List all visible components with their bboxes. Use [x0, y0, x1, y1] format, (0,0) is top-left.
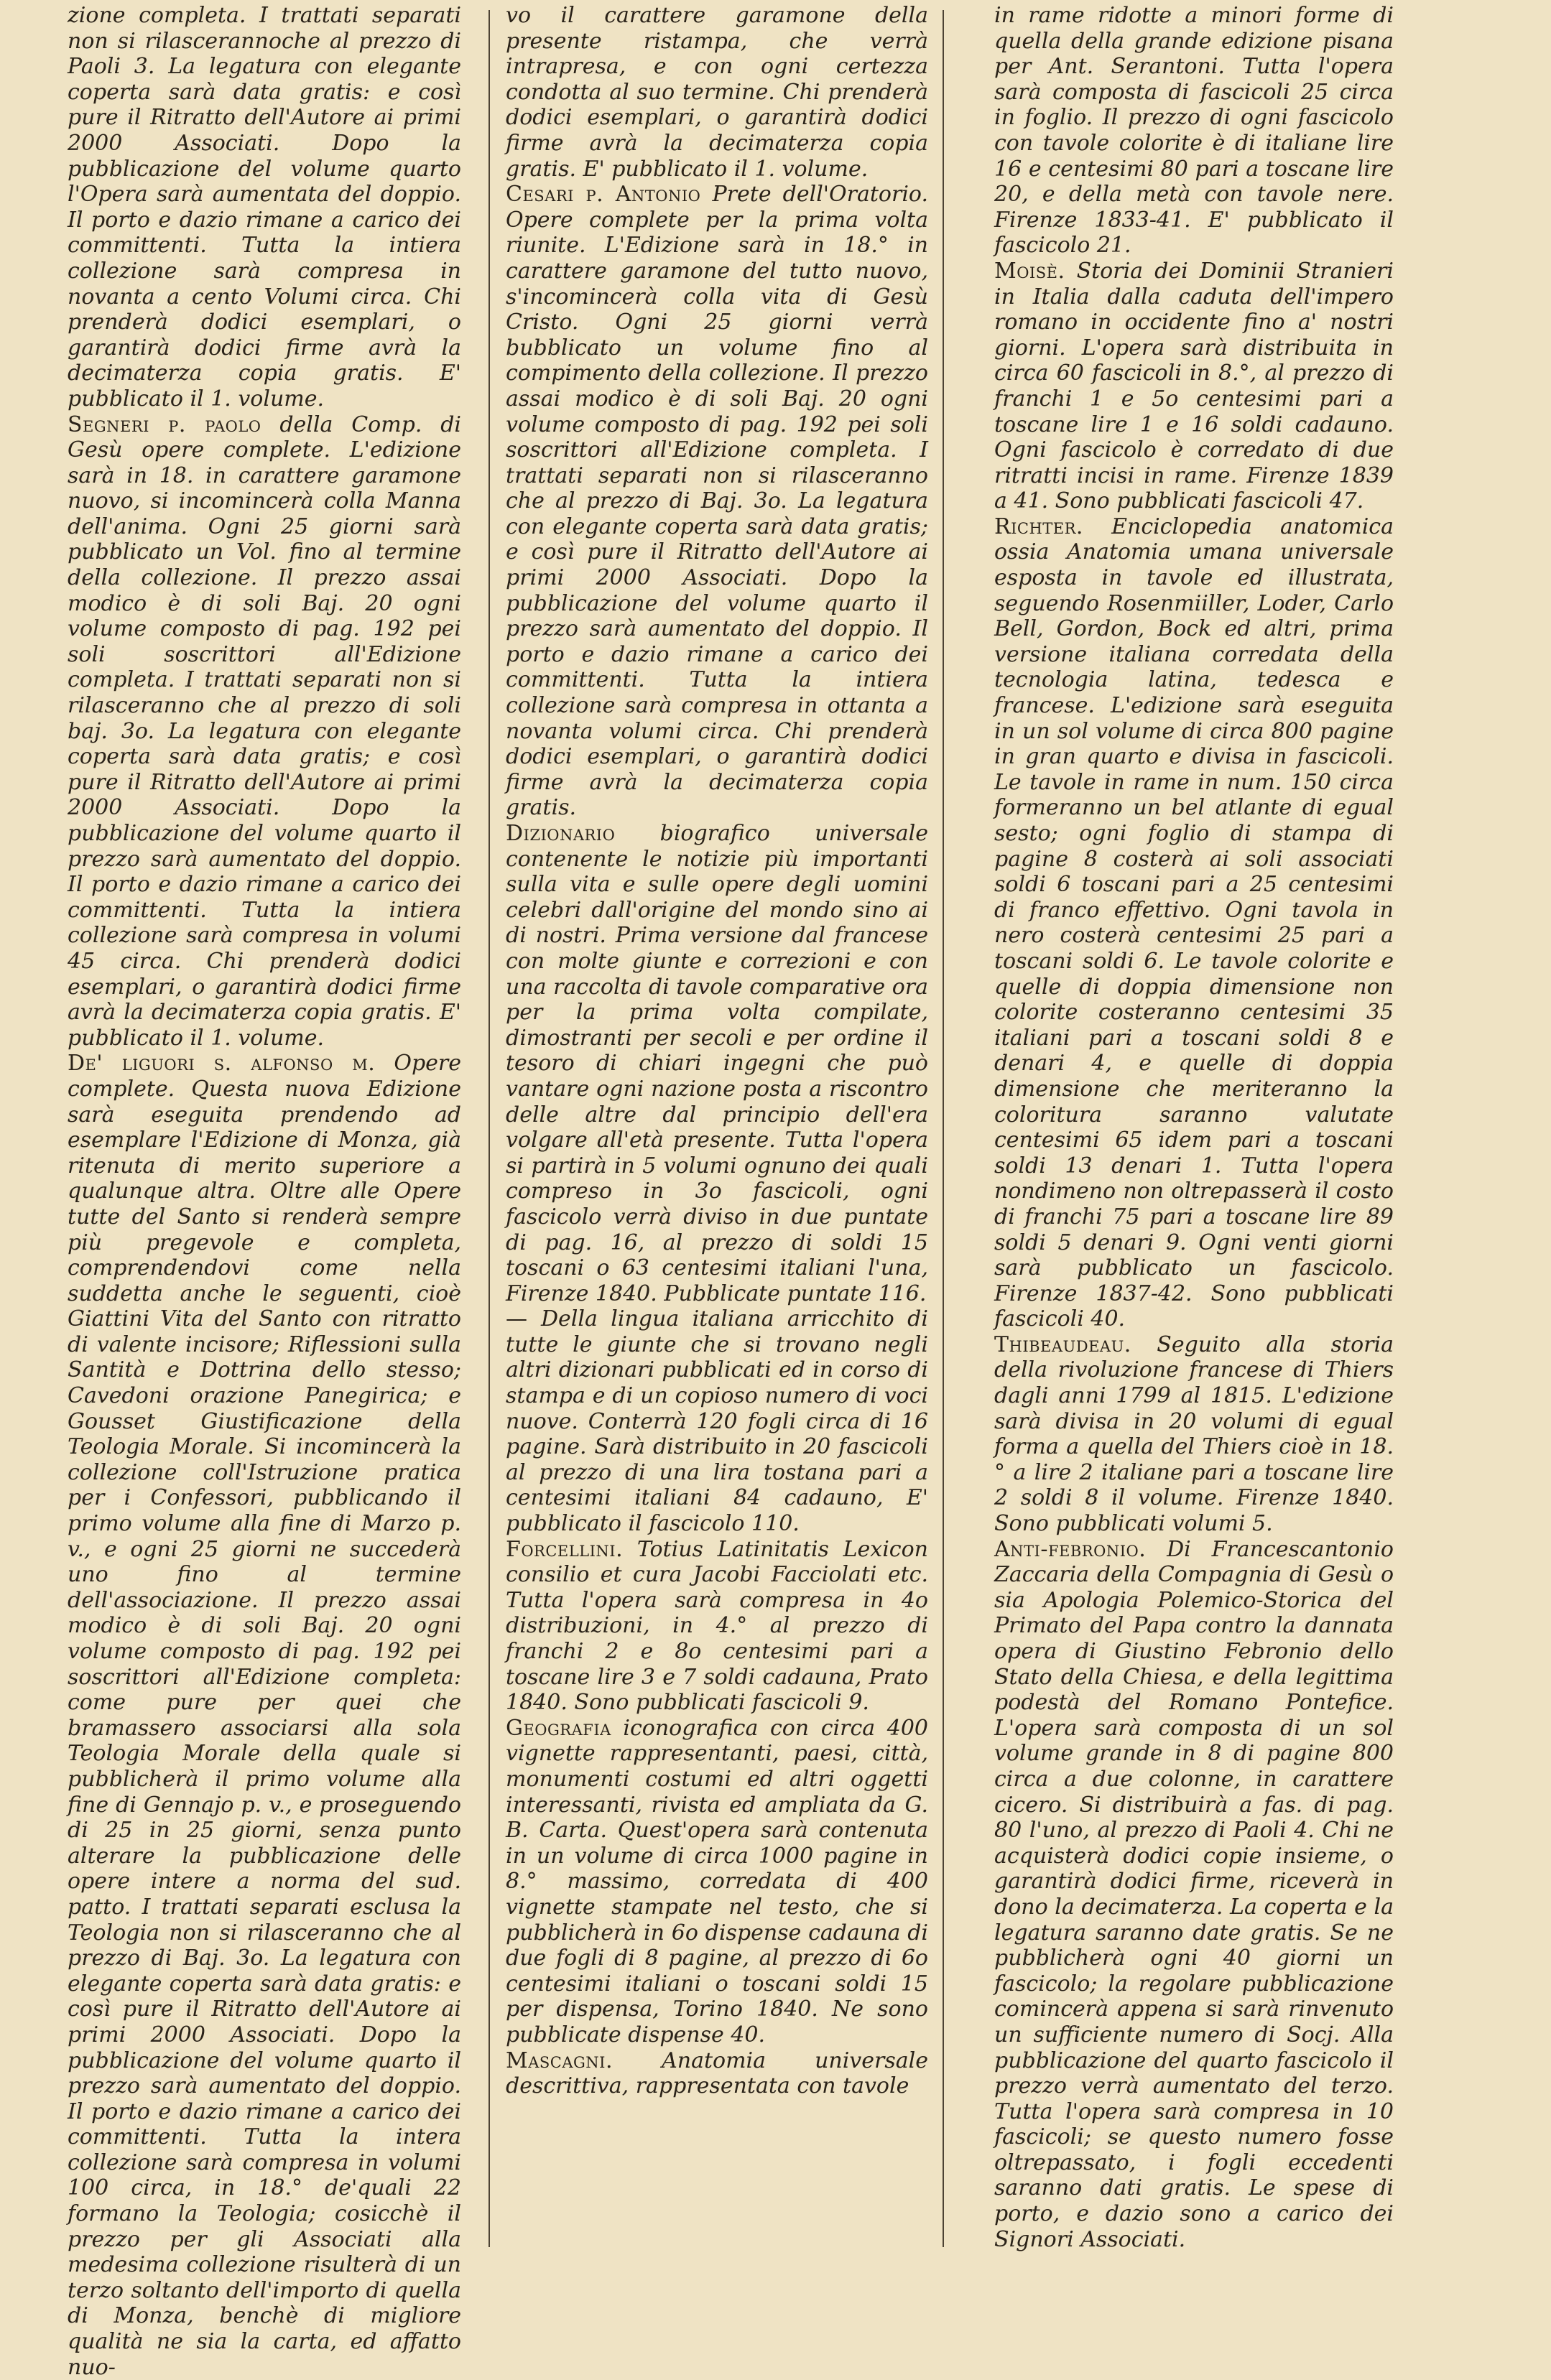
text-column-middle	[506, 3, 928, 2254]
entry-text: Prete dell'Oratorio. Opere complete per la prima volta riunite. L'Edizione sarà in 18.° in carattere garamone del tutto nuovo, s'incomincerà colla vita di Gesù Cristo. Ogni 25 giorni verrà bubblicato un volume fino al compimento della collezione. Il prezzo assai modico è di soli Baj. 20 ogni volume composto di pag. 192 pei soli soscrittori all'Edizione completa. I trattati separati non si rilasceranno che al prezzo di Baj. 3o. La legatura con elegante coperta sarà data gratis; e così pure il Ritratto dell'Autore ai primi 2000 Associati. Dopo la pubblicazione del volume quarto il prezzo sarà aumentato del doppio. Il porto e dazio rimane a carico dei committenti. Tutta la intiera collezione sarà compresa in ottanta a novanta volumi circa. Chi prenderà dodici esemplari, o garantirà dodici firme avrà la decimaterza copia gratis.	[506, 182, 928, 821]
entry-continuation	[506, 3, 928, 182]
text-column-left	[68, 3, 462, 2380]
column-rule	[489, 10, 490, 2247]
entry-heading: De' liguori s. alfonso m.	[68, 1051, 376, 1077]
entry-text: Opere complete. Questa nuova Edizione sarà eseguita prendendo ad esemplare l'Edizione di Monza, già ritenuta di merito superiore a qualunque altra. Oltre alle Opere tutte del Santo si renderà sempre più pregevole e completa, comprendendovi come nella suddetta anche le seguenti, cioè Giattini Vita del Santo con ritratto di valente incisore; Riflessioni sulla Santità e Dottrina dello stesso; Cavedoni orazione Panegirica; e Gousset Giustificazione della Teologia Morale. Si incomincerà la collezione coll'Istruzione pratica per i Confessori, pubblicando il primo volume alla fine di Marzo p. v., e ogni 25 giorni ne succederà uno fino al termine dell'associazione. Il prezzo assai modico è di soli Baj. 20 ogni volume composto di pag. 192 pei soscrittori all'Edizione completa: come pure per quei che bramassero associarsi alla sola Teologia Morale della quale si pubblicherà il primo volume alla fine di Gennajo p. v., e proseguendo di 25 in 25 giorni, senza punto alterare la pubblicazione delle opere intere a norma del sud. patto. I trattati separati esclusa la Teologia non si rilasceranno che al prezzo di Baj. 3o. La legatura con elegante coperta sarà data gratis: e così pure il Ritratto dell'Autore ai primi 2000 Associati. Dopo la pubblicazione del volume quarto il prezzo sarà aumentato del doppio. Il porto e dazio rimane a carico dei committenti. Tutta la intera collezione sarà compresa in volumi 100 circa, in 18.° de'quali 22 formano la Teologia; cosicchè il prezzo per gli Associati alla medesima collezione risulterà di un terzo soltanto dell'importo di quella di Monza, benchè di migliore qualità ne sia la carta, ed affatto nuo-	[68, 1051, 461, 2380]
entry-forcellini	[506, 1537, 928, 1716]
entry-text: Seguito alla storia della rivoluzione francese di Thiers dagli anni 1799 al 1815. L'edizione sarà divisa in 20 volumi di egual forma a quella del Thiers cioè in 18.° a lire 2 italiane pari a toscane lire 2 soldi 8 il volume. Firenze 1840. Sono pubblicati volumi 5.	[994, 1331, 1394, 1537]
entry-text: della Comp. di Gesù opere complete. L'edizione sarà in 18. in carattere garamone nuovo, si incomincerà colla Manna dell'anima. Ogni 25 giorni sarà pubblicato un Vol. fino al termine della collezione. Il prezzo assai modico è di soli Baj. 20 ogni volume composto di pag. 192 pei soli soscrittori all'Edizione completa. I trattati separati non si rilasceranno che al prezzo di soli baj. 3o. La legatura con elegante coperta sarà data gratis; e così pure il Ritratto dell'Autore ai primi 2000 Associati. Dopo la pubblicazione del volume quarto il prezzo sarà aumentato del doppio. Il porto e dazio rimane a carico dei committenti. Tutta la intiera collezione sarà compresa in volumi 45 circa. Chi prenderà dodici esemplari, o garantirà dodici firme avrà la decimaterza copia gratis. E' pubblicato il 1. volume.	[68, 412, 462, 1051]
entry-moise	[994, 259, 1394, 514]
entry-cesari	[506, 182, 928, 821]
entry-dizionario-lingua	[506, 1306, 928, 1536]
entry-text: Totius Latinitatis Lexicon consilio et cura Jacobi Facciolati etc. Tutta l'opera sarà compresa in 4o distribuzioni, in 4.° al prezzo di franchi 2 e 8o centesimi pari a toscane lire 3 e 7 soldi cadauna, Prato 1840. Sono pubblicati fascicoli 9.	[506, 1536, 928, 1716]
entry-heading: —	[506, 1306, 528, 1332]
entry-heading: Thibeaudeau.	[994, 1331, 1131, 1357]
entry-dizionario	[506, 821, 928, 1306]
entry-heading: Geografia	[506, 1715, 611, 1741]
column-rule	[943, 10, 944, 2247]
entry-mascagni	[506, 2048, 928, 2099]
entry-text: zione completa. I trattati separati non si rilascerannoche al prezzo di Paoli 3. La legatura con elegante coperta sarà data gratis: e così pure il Ritratto dell'Autore ai primi 2000 Associati. Dopo la pubblicazione del volume quarto l'Opera sarà aumentata del doppio. Il porto e dazio rimane a carico dei committenti. Tutta la intiera collezione sarà compresa in novanta a cento Volumi circa. Chi prenderà dodici esemplari, o garantirà dodici firme avrà la decimaterza copia gratis. E' pubblicato il 1. volume.	[68, 3, 461, 412]
entry-text: Storia dei Dominii Stranieri in Italia dalla caduta dell'impero romano in occidente fino a' nostri giorni. L'opera sarà distribuita in circa 60 fascicoli in 8.°, al prezzo di franchi 1 e 5o centesimi pari a toscane lire 1 e 16 soldi cadauno. Ogni fascicolo è corredato di due ritratti incisi in rame. Firenze 1839 a 41. Sono pubblicati fascicoli 47.	[994, 258, 1394, 514]
entry-anti-febronio	[994, 1537, 1394, 2253]
entry-text: Di Francescantonio Zaccaria della Compagnia di Gesù o sia Apologia Polemico-Storica del Primato del Papa contro la dannata opera di Giustino Febronio dello Stato della Chiesa, e della legittima podestà del Romano Pontefice. L'opera sarà composta di un sol volume grande in 8 di pagine 800 circa a due colonne, in carattere cicero. Si distribuirà a fas. di pag. 80 l'uno, al prezzo di Paoli 4. Chi ne acquisterà dodici copie insieme, o garantirà dodici firme, riceverà in dono la decimaterza. La coperta e la legatura saranno date gratis. Se ne pubblicherà ogni 40 giorni un fascicolo; la regolare pubblicazione comincerà appena si sarà rinvenuto un sufficiente numero di Socj. Alla pubblicazione del quarto fascicolo il prezzo verrà aumentato del terzo. Tutta l'opera sarà compresa in 10 fascicoli; se questo numero fosse oltrepassato, i fogli eccedenti saranno dati gratis. Le spese di porto, e dazio sono a carico dei Signori Associati.	[994, 1536, 1394, 2252]
entry-heading: Cesari p. Antonio	[506, 182, 701, 208]
entry-text: Anatomia universale descrittiva, rappresentata con tavole	[506, 2047, 928, 2099]
entry-continuation	[994, 3, 1394, 259]
entry-richter	[994, 514, 1394, 1332]
entry-heading: Richter.	[994, 513, 1083, 539]
entry-geografia	[506, 1716, 928, 2048]
entry-text: biografico universale contenente le notizie più importanti sulla vita e sulle opere degli uomini celebri dall'origine del mondo sino ai di nostri. Prima versione dal francese con molte giunte e correzioni e con una raccolta di tavole comparative ora per la prima volta compilate, dimostranti per secoli e per ordine il tesoro di chiari ingegni che può vantare ogni nazione posta a riscontro delle altre dal principio dell'era volgare all'età presente. Tutta l'opera si partirà in 5 volumi ognuno dei quali compreso in 3o fascicoli, ogni fascicolo verrà diviso in due puntate di pag. 16, al prezzo di soldi 15 toscani o 63 centesimi italiani l'una, Firenze 1840. Pubblicate puntate 116.	[506, 821, 929, 1306]
entry-heading: Dizionario	[506, 821, 616, 846]
entry-heading: Mascagni.	[506, 2047, 613, 2073]
entry-text: vo il carattere garamone della presente ristampa, che verrà intrapresa, e con ogni certezza condotta al suo termine. Chi prenderà dodici esemplari, o garantirà dodici firme avrà la decimaterza copia gratis. E' pubblicato il 1. volume.	[506, 3, 928, 182]
entry-text: in rame ridotte a minori forme di quella della grande edizione pisana per Ant. Serantoni. Tutta l'opera sarà composta di fascicoli 25 circa in foglio. Il prezzo di ogni fascicolo con tavole colorite è di italiane lire 16 e centesimi 80 pari a toscane lire 20, e della metà con tavole nere. Firenze 1833-41. E' pubblicato il fascicolo 21.	[994, 3, 1394, 259]
entry-heading: Anti-febronio.	[994, 1536, 1147, 1562]
text-column-right	[994, 3, 1394, 2254]
entry-segneri	[68, 412, 461, 1051]
entry-liguori	[68, 1051, 461, 2380]
entry-continuation	[68, 3, 461, 412]
entry-heading: Segneri p. paolo	[68, 412, 261, 437]
entry-thibeaudeau	[994, 1332, 1394, 1537]
entry-text: iconografica con circa 400 vignette rappresentanti, paesi, città, monumenti costumi ed altri oggetti interessanti, rivista ed ampliata da G. B. Carta. Quest'opera sarà contenuta in un volume di circa 1000 pagine in 8.° massimo, corredata di 400 vignette stampate nel testo, che si pubblicherà in 6o dispense cadauna di due fogli di 8 pagine, al prezzo di 6o centesimi italiani o toscani soldi 15 per dispensa, Torino 1840. Ne sono pubblicate dispense 40.	[506, 1715, 928, 2047]
entry-text: Enciclopedia anatomica ossia Anatomia umana universale esposta in tavole ed illustrata, seguendo Rosenmiiller, Loder, Carlo Bell, Gordon, Bock ed altri, prima versione italiana corredata della tecnologia latina, tedesca e francese. L'edizione sarà eseguita in un sol volume di circa 800 pagine in gran quarto e divisa in fascicoli. Le tavole in rame in num. 150 circa formeranno un bel atlante di egual sesto; ogni foglio di stampa di pagine 8 costerà ai soli associati soldi 6 toscani pari a 25 centesimi di franco effettivo. Ogni tavola in nero costerà centesimi 25 pari a toscani soldi 6. Le tavole colorite e quelle di doppia dimensione non colorite costeranno centesimi 35 italiani pari a toscani soldi 8 e denari 4, e quelle di doppia dimensione che meriteranno la coloritura saranno valutate centesimi 65 idem pari a toscani soldi 13 denari 1. Tutta l'opera nondimeno non oltrepasserà il costo di franchi 75 pari a toscane lire 89 soldi 5 denari 9. Ogni venti giorni sarà pubblicato un fascicolo. Firenze 1837-42. Sono pubblicati fascicoli 40.	[994, 513, 1394, 1332]
entry-heading: Forcellini.	[506, 1536, 624, 1562]
entry-text: Della lingua italiana arricchito di tutte le giunte che si trovano negli altri dizionari pubblicati ed in corso di stampa e di un copioso numero di voci nuove. Conterrà 120 fogli circa di 16 pagine. Sarà distribuito in 20 fascicoli al prezzo di una lira tostana pari a centesimi italiani 84 cadauno, E' pubblicato il fascicolo 110.	[506, 1306, 928, 1537]
entry-heading: Moisè.	[994, 258, 1065, 284]
